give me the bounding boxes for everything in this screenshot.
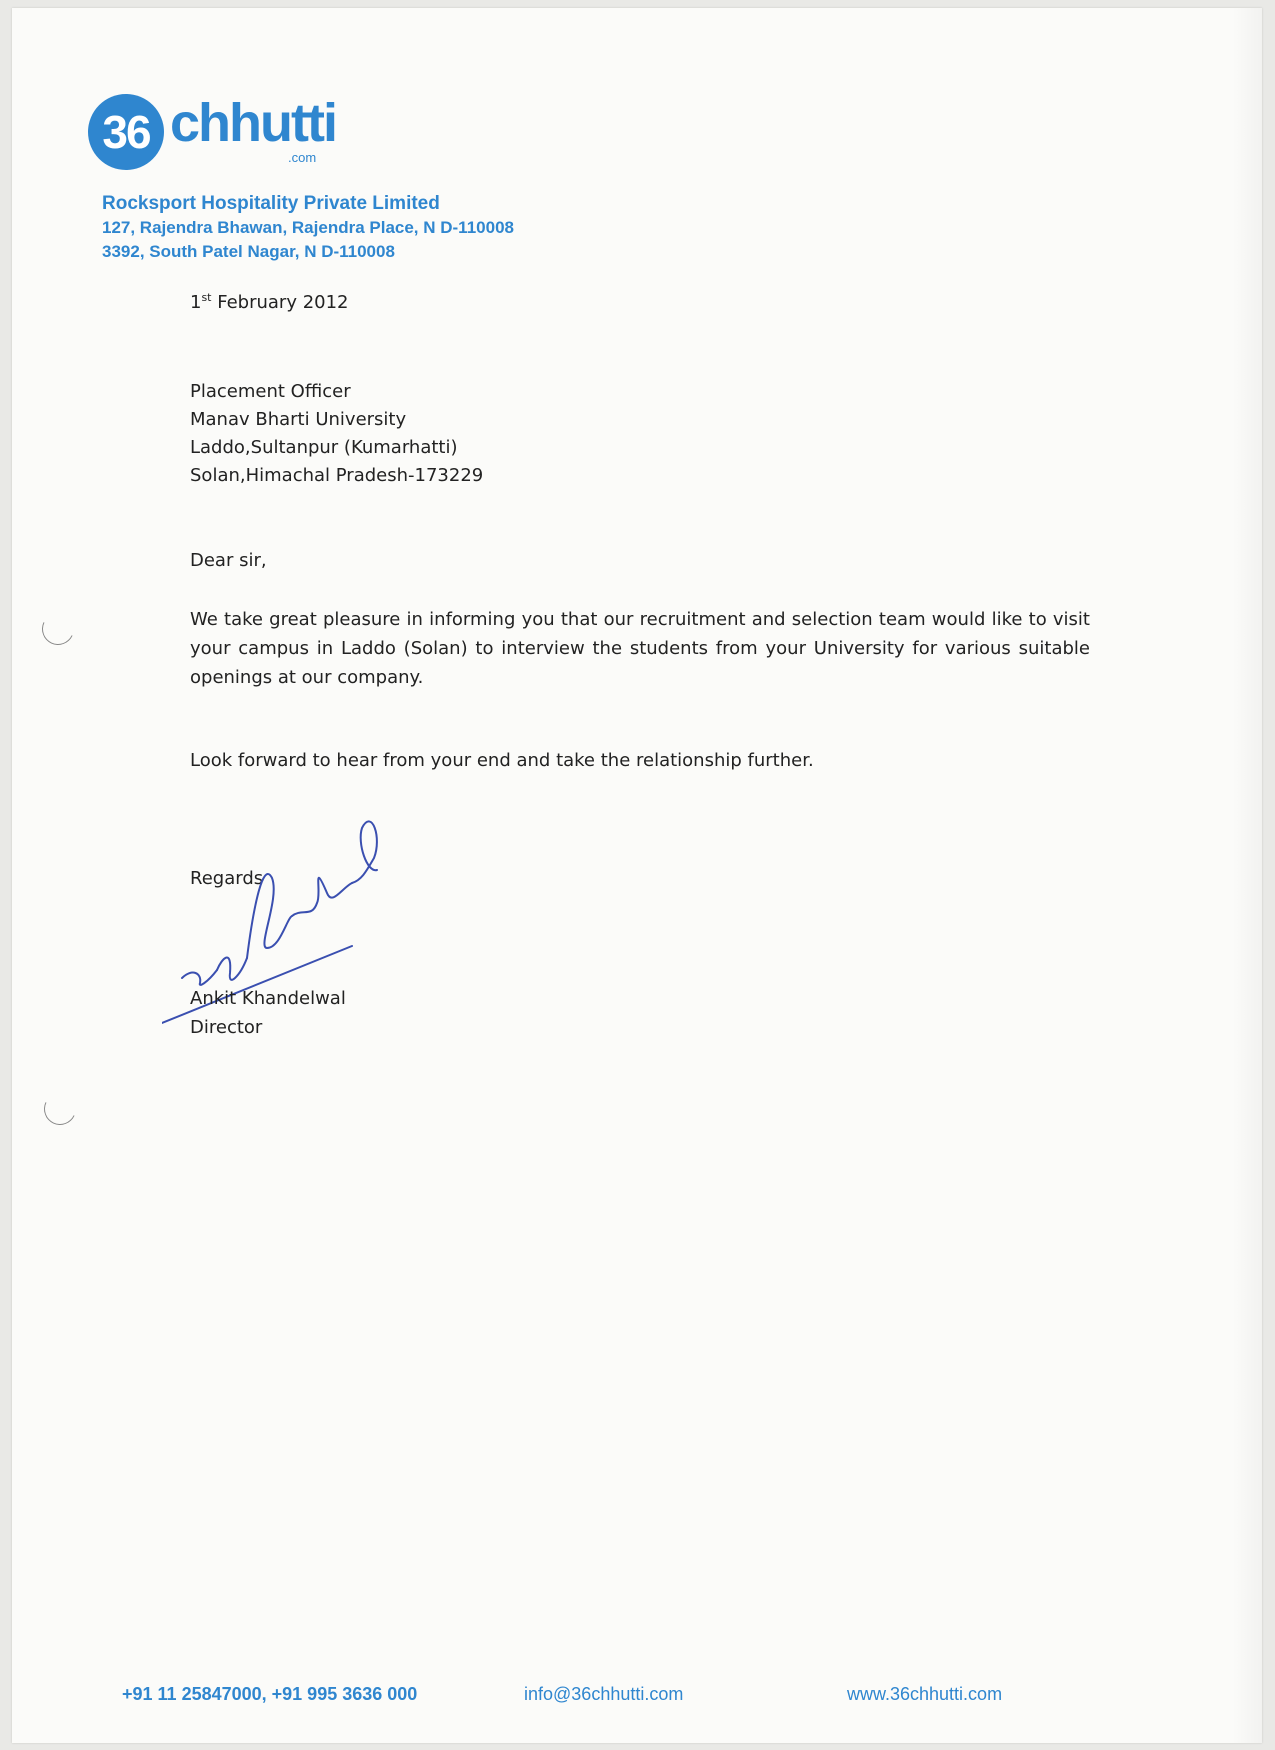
recipient-line: Laddo,Sultanpur (Kumarhatti) (190, 437, 458, 458)
logo-word: chhutti (170, 93, 336, 153)
signer-name: Ankit Khandelwal (190, 988, 346, 1009)
recipient-line: Solan,Himachal Pradesh-173229 (190, 465, 484, 486)
body-paragraph-2: Look forward to hear from your end and take the relationship further. (190, 750, 814, 771)
address-line-1: 127, Rajendra Bhawan, Rajendra Place, N D-110008 (102, 218, 514, 237)
letter-date: 1st February 2012 (190, 291, 349, 313)
recipient-line: Placement Officer (190, 381, 351, 402)
address-line-2: 3392, South Patel Nagar, N D-110008 (102, 242, 395, 261)
body-paragraph-1: We take great pleasure in informing you that our recruitment and selection team would like to visit your campus in Laddo (Solan) to interview the students from your University for various suitable openings at our company. (190, 609, 1090, 688)
closing: Regards (190, 868, 264, 889)
signer-block (190, 984, 346, 1042)
logo-circle: 36 (88, 94, 164, 170)
punch-hole-mark (37, 608, 78, 649)
recipient-line: Manav Bharti University (190, 409, 407, 430)
page-edge-shade (1232, 8, 1262, 1743)
recipient-address (190, 378, 483, 490)
footer-email: info@36chhutti.com (524, 1684, 684, 1704)
letter-page (12, 8, 1262, 1743)
logo-tld: .com (288, 150, 317, 165)
punch-hole-mark (39, 1088, 80, 1129)
company-block (102, 192, 514, 264)
salutation: Dear sir, (190, 550, 267, 571)
company-logo (88, 90, 348, 170)
company-name: Rocksport Hospitality Private Limited (102, 193, 440, 214)
signer-title: Director (190, 1017, 263, 1038)
footer-website: www.36chhutti.com (847, 1684, 1003, 1704)
footer-phones: +91 11 25847000, +91 995 3636 000 (122, 1684, 418, 1704)
